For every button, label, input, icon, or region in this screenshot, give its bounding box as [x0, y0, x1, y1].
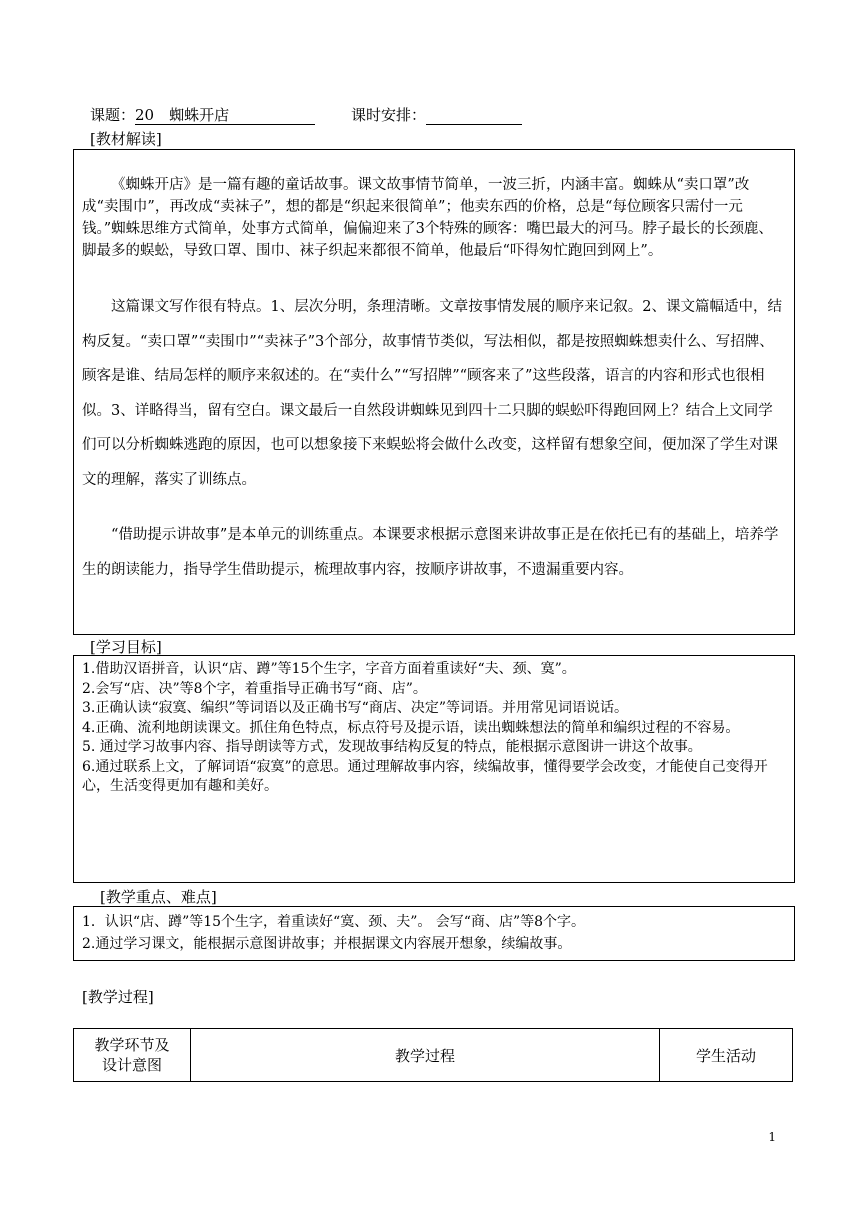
analysis-label: [教材解读] — [90, 130, 162, 148]
keypoints-list — [82, 911, 786, 955]
table-row — [74, 1029, 793, 1082]
goals-box — [73, 655, 795, 883]
process-col-stage-line2: 设计意图 — [101, 1056, 162, 1074]
hours-label: 课时安排： — [351, 106, 427, 124]
keypoints-box — [73, 906, 795, 961]
goals-label: [学习目标] — [90, 638, 162, 656]
keypoint-item: 1．认识“店、蹲”等15个生字，着重读好“寞、颈、夫”。 会写“商、店”等8个字。 — [82, 914, 586, 930]
goal-item: 6.通过联系上文，了解词语“寂寞”的意思。通过理解故事内容，续编故事，懂得要学会改变，才能使自己变得开心，生活变得更加有趣和美好。 — [82, 758, 768, 794]
goal-item: 1.借助汉语拼音，认识“店、蹲”等15个生字，字音方面着重读好“夫、颈、寞”。 — [82, 661, 576, 677]
process-col-steps: 教学过程 — [191, 1029, 660, 1082]
lesson-header — [90, 104, 522, 125]
process-label: [教学过程] — [82, 988, 154, 1006]
analysis-paragraph: “借助提示讲故事”是本单元的训练重点。本课要求根据示意图来讲故事正是在依托已有的基础上，培养学生的朗读能力，指导学生借助提示，梳理故事内容，按顺序讲故事，不遗漏重要内容。 — [82, 527, 779, 578]
process-table — [73, 1028, 793, 1082]
keypoints-label: [教学重点、难点] — [100, 888, 217, 906]
topic-value: 20 蜘蛛开店 — [135, 106, 315, 125]
goal-item: 4.正确、流利地朗读课文。抓住角色特点，标点符号及提示语，读出蜘蛛想法的简单和编织过程的不容易。 — [82, 719, 740, 736]
process-col-stage-line1: 教学环节及 — [94, 1036, 170, 1054]
goal-item: 2.会写“店、决”等8个字，着重指导正确书写“商、店”。 — [82, 680, 427, 697]
goal-item: 5. 通过学习故事内容、指导朗读等方式，发现故事结构反复的特点，能根据示意图讲一讲这个故事。 — [82, 739, 702, 755]
process-col-activity: 学生活动 — [660, 1029, 793, 1082]
analysis-paragraph: 《蜘蛛开店》是一篇有趣的童话故事。课文故事情节简单，一波三折，内涵丰富。蜘蛛从“卖口罩”改成“卖围巾”，再改成“卖袜子”，想的都是“织起来很简单”；他卖东西的价格，总是“每位顾客只需付一元钱。”蜘蛛思维方式简单，处事方式简单，偏偏迎来了3个特殊的顾客：嘴巴最大的河马。脖子最长的长颈鹿、脚最多的蜈蚣，导致口罩、围巾、袜子织起来都很不简单，他最后“吓得匆忙跑回到网上”。 — [82, 177, 773, 259]
keypoint-item: 2.通过学习课文，能根据示意图讲故事；并根据课文内容展开想象，续编故事。 — [82, 936, 572, 952]
analysis-box — [73, 149, 795, 635]
process-col-stage — [74, 1029, 191, 1082]
goal-item: 3.正确认读“寂寞、编织”等词语以及正确书写“商店、决定”等词语。并用常见词语说话。 — [82, 700, 628, 716]
page-number: 1 — [768, 1130, 776, 1144]
hours-value — [426, 124, 522, 125]
analysis-paragraph: 这篇课文写作很有特点。1、层次分明，条理清晰。文章按事情发展的顺序来记叙。2、课文篇幅适中，结构反复。“卖口罩”“卖围巾”“卖袜子”3个部分，故事情节类似，写法相似，都是按照蜘蛛想卖什么、写招牌、顾客是谁、结局怎样的顺序来叙述的。在“卖什么”“写招牌”“顾客来了”这些段落，语言的内容和形式也很相似。3、详略得当，留有空白。课文最后一自然段讲蜘蛛见到四十二只脚的蜈蚣吓得跑回网上？结合上文同学们可以分析蜘蛛逃跑的原因，也可以想象接下来蜈蚣将会做什么改变，这样留有想象空间，便加深了学生对课文的理解，落实了训练点。 — [82, 299, 782, 488]
goals-list — [82, 660, 786, 797]
topic-label: 课题： — [90, 106, 136, 124]
